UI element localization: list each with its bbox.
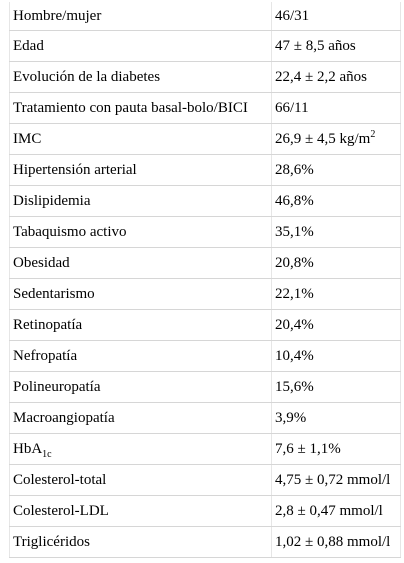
row-label: Retinopatía [10, 310, 272, 341]
table-row [10, 93, 401, 124]
table-row [10, 248, 401, 279]
row-value: 4,75 ± 0,72 mmol/l [272, 465, 401, 496]
row-label: Hombre/mujer [10, 2, 272, 31]
row-value: 35,1% [272, 217, 401, 248]
row-label: Triglicéridos [10, 527, 272, 558]
table-row [10, 2, 401, 31]
table-row [10, 372, 401, 403]
subscript: 1c [42, 449, 52, 460]
table-row [10, 279, 401, 310]
table-row [10, 527, 401, 558]
table-row [10, 465, 401, 496]
row-label: Hipertensión arterial [10, 155, 272, 186]
row-value: 46/31 [272, 2, 401, 31]
row-value [272, 124, 401, 155]
row-value: 46,8% [272, 186, 401, 217]
row-value: 10,4% [272, 341, 401, 372]
table-row [10, 186, 401, 217]
table-row [10, 341, 401, 372]
row-value: 1,02 ± 0,88 mmol/l [272, 527, 401, 558]
row-value: 15,6% [272, 372, 401, 403]
table-row [10, 310, 401, 341]
row-value: 2,8 ± 0,47 mmol/l [272, 496, 401, 527]
row-value: 7,6 ± 1,1% [272, 434, 401, 465]
row-label: Colesterol-total [10, 465, 272, 496]
row-label: IMC [10, 124, 272, 155]
characteristics-table [9, 2, 401, 558]
table-row [10, 434, 401, 465]
row-label-text: HbA [13, 441, 43, 457]
table-row [10, 124, 401, 155]
table-row [10, 155, 401, 186]
row-label: Evolución de la diabetes [10, 62, 272, 93]
row-value: 20,8% [272, 248, 401, 279]
superscript: 2 [370, 129, 376, 140]
table-row [10, 62, 401, 93]
table-row [10, 403, 401, 434]
table-row [10, 496, 401, 527]
table-row [10, 31, 401, 62]
row-value: 28,6% [272, 155, 401, 186]
row-label: Colesterol-LDL [10, 496, 272, 527]
row-value: 22,1% [272, 279, 401, 310]
row-value: 47 ± 8,5 años [272, 31, 401, 62]
row-value: 3,9% [272, 403, 401, 434]
row-label: Macroangiopatía [10, 403, 272, 434]
row-label: Obesidad [10, 248, 272, 279]
row-value: 66/11 [272, 93, 401, 124]
row-label: Edad [10, 31, 272, 62]
table-row [10, 217, 401, 248]
row-label: Tratamiento con pauta basal-bolo/BICI [10, 93, 272, 124]
row-value: 20,4% [272, 310, 401, 341]
row-label: Nefropatía [10, 341, 272, 372]
row-value: 22,4 ± 2,2 años [272, 62, 401, 93]
row-label: Dislipidemia [10, 186, 272, 217]
row-label: Tabaquismo activo [10, 217, 272, 248]
row-label: Sedentarismo [10, 279, 272, 310]
row-label [10, 434, 272, 465]
row-label: Polineuropatía [10, 372, 272, 403]
row-value-text: 26,9 ± 4,5 kg/m [275, 131, 371, 147]
